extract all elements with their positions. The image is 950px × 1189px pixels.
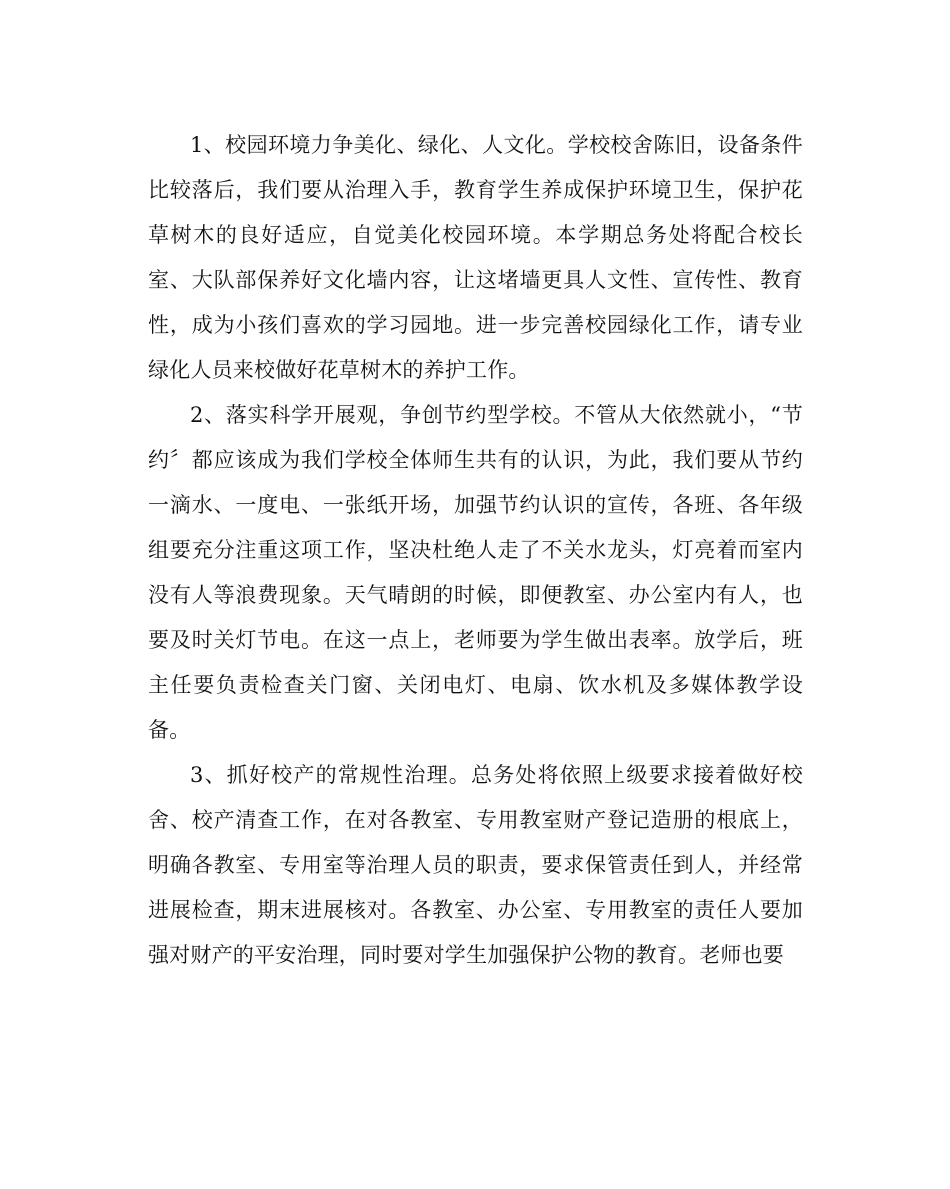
paragraph-saving-resources: 2、落实科学开展观，争创节约型学校。不管从大依然就小，“节约〞都应该成为我们学校全体师生共有的认识，为此，我们要从节约一滴水、一度电、一张纸开场，加强节约认识的宣传，各班、各年级组要充分注重这项工作，坚决杜绝人走了不关水龙头，灯亮着而室内没有人等浪费现象。天气晴朗的时候，即便教室、办公室内有人，也要及时关灯节电。在这一点上，老师要为学生做出表率。放学后，班主任要负责检查关门窗、关闭电灯、电扇、饮水机及多媒体教学设备。 xyxy=(148,403,803,742)
paragraph-campus-environment: 1、校园环境力争美化、绿化、人文化。学校校舍陈旧，设备条件比较落后，我们要从治理入手，教育学生养成保护环境卫生，保护花草树木的良好适应，自觉美化校园环境。本学期总务处将配合校长室、大队部保养好文化墙内容，让这堵墙更具人文性、宣传性、教育性，成为小孩们喜欢的学习园地。进一步完善校园绿化工作，请专业绿化人员来校做好花草树木的养护工作。 xyxy=(148,133,803,382)
document-body xyxy=(148,123,803,978)
paragraph-property-management: 3、抓好校产的常规性治理。总务处将依照上级要求接着做好校舍、校产清查工作，在对各教室、专用教室财产登记造册的根底上，明确各教室、专用室等治理人员的职责，要求保管责任到人，并经常进展检查，期末进展核对。各教室、办公室、专用教室的责任人要加强对财产的平安治理，同时要对学生加强保护公物的教育。老师也要 xyxy=(148,763,803,967)
